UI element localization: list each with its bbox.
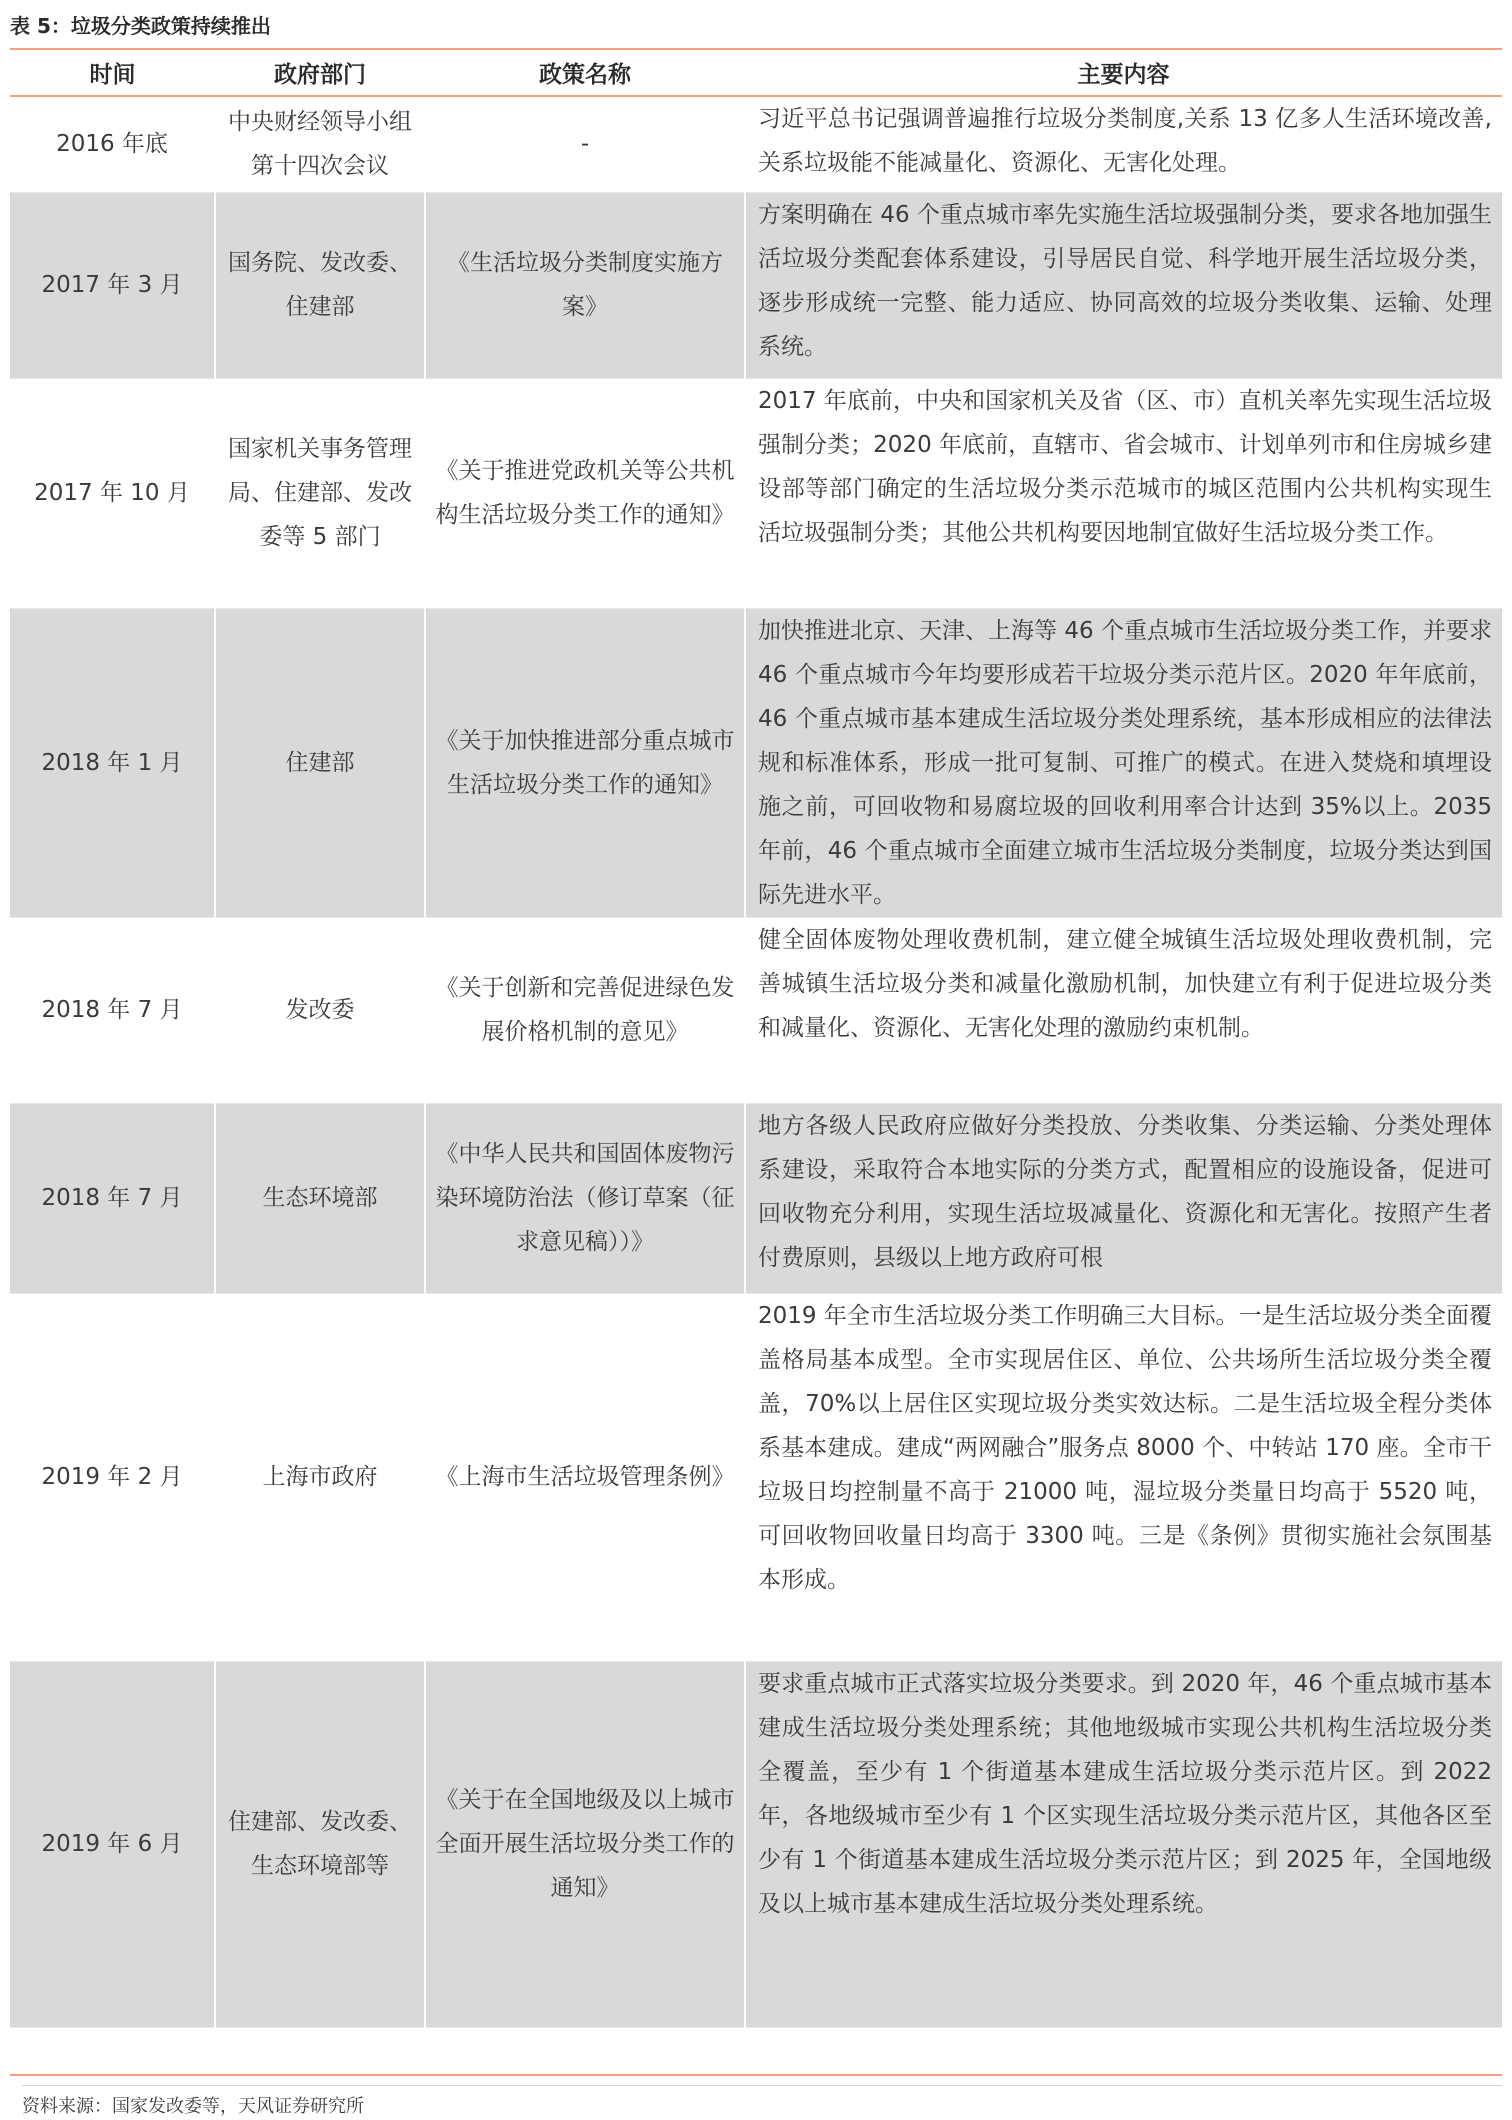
cell-content-text: 地方各级人民政府应做好分类投放、分类收集、分类运输、分类处理体系建设，采取符合本地实际的分类方式，配置相应的设施设备，促进可回收物充分利用，实现生活垃圾减量化、资源化和无害化。按照产生者付费原则，县级以上地方政府可根 <box>758 1112 1492 1271</box>
cell-dept: 国家机关事务管理局、住建部、发改委等 5 部门 <box>215 378 425 608</box>
table-row <box>10 1661 1502 2027</box>
header-content: 主要内容 <box>745 50 1502 96</box>
cell-policy: 《关于创新和完善促进绿色发展价格机制的意见》 <box>425 917 745 1103</box>
source-note: 资料来源：国家发改委等，天风证券研究所 <box>22 2085 1502 2118</box>
cell-time: 2018 年 7 月 <box>10 1103 215 1293</box>
header-policy: 政策名称 <box>425 50 745 96</box>
cell-content: 要求重点城市正式落实垃圾分类要求。到 2020 年，46 个重点城市基本建成生活垃圾分类处理系统；其他地级城市实现公共机构生活垃圾分类全覆盖，至少有 1 个街道基本建成生活垃圾分类示范片区。到 2022 年，各地级城市至少有 1 个区实现生活垃圾分类示范片区，其他各区至少有 1 个街道基本建成生活垃圾分类示范片区；到 2025 年，全国地级及以上城市基本建成生活垃圾分类处理系统。 <box>745 1661 1502 2027</box>
cell-dept: 住建部 <box>215 608 425 917</box>
cell-policy-text: 《中华人民共和国固体废物污染环境防治法（修订草案（征求意见稿））》 <box>435 1141 735 1255</box>
table-row <box>10 1293 1502 1661</box>
cell-policy: 《关于推进党政机关等公共机构生活垃圾分类工作的通知》 <box>425 378 745 608</box>
table-row <box>10 608 1502 917</box>
cell-time: 2019 年 2 月 <box>10 1293 215 1661</box>
policy-table-container <box>10 48 1502 2028</box>
cell-dept: 中央财经领导小组第十四次会议 <box>215 96 425 192</box>
cell-dept: 上海市政府 <box>215 1293 425 1661</box>
cell-time: 2017 年 10 月 <box>10 378 215 608</box>
table-row <box>10 378 1502 608</box>
cell-time: 2018 年 7 月 <box>10 917 215 1103</box>
header-dept: 政府部门 <box>215 50 425 96</box>
footer-divider <box>10 2074 1502 2076</box>
cell-dept <box>215 1103 425 1293</box>
cell-policy: 《关于在全国地级及以上城市全面开展生活垃圾分类工作的通知》 <box>425 1661 745 2027</box>
cell-content: 习近平总书记强调普遍推行垃圾分类制度,关系 13 亿多人生活环境改善,关系垃圾能不能减量化、资源化、无害化处理。 <box>745 96 1502 192</box>
cell-dept: 发改委 <box>215 917 425 1103</box>
cell-policy <box>425 1103 745 1293</box>
cell-time: 2018 年 1 月 <box>10 608 215 917</box>
cell-dept: 国务院、发改委、住建部 <box>215 192 425 378</box>
cell-content: 方案明确在 46 个重点城市率先实施生活垃圾强制分类，要求各地加强生活垃圾分类配套体系建设，引导居民自觉、科学地开展生活垃圾分类，逐步形成统一完整、能力适应、协同高效的垃圾分类收集、运输、处理系统。 <box>745 192 1502 378</box>
cell-dept-text: 生态环境部 <box>262 1185 378 1211</box>
table-row <box>10 1103 1502 1293</box>
cell-time: 2017 年 3 月 <box>10 192 215 378</box>
cell-policy: 《关于加快推进部分重点城市生活垃圾分类工作的通知》 <box>425 608 745 917</box>
cell-policy: - <box>425 96 745 192</box>
table-row <box>10 192 1502 378</box>
cell-time: 2019 年 6 月 <box>10 1661 215 2027</box>
cell-time: 2016 年底 <box>10 96 215 192</box>
table-header-row <box>10 50 1502 96</box>
cell-content: 健全固体废物处理收费机制，建立健全城镇生活垃圾处理收费机制，完善城镇生活垃圾分类和减量化激励机制，加快建立有利于促进垃圾分类和减量化、资源化、无害化处理的激励约束机制。 <box>745 917 1502 1103</box>
table-title: 表 5：垃圾分类政策持续推出 <box>10 14 271 38</box>
table-row <box>10 917 1502 1103</box>
cell-content <box>745 1103 1502 1293</box>
cell-content: 2017 年底前，中央和国家机关及省（区、市）直机关率先实现生活垃圾强制分类；2020 年底前，直辖市、省会城市、计划单列市和住房城乡建设部等部门确定的生活垃圾分类示范城市的城区范围内公共机构实现生活垃圾强制分类；其他公共机构要因地制宜做好生活垃圾分类工作。 <box>745 378 1502 608</box>
table-row <box>10 96 1502 192</box>
policy-table <box>10 50 1502 2028</box>
header-time: 时间 <box>10 50 215 96</box>
cell-dept: 住建部、发改委、生态环境部等 <box>215 1661 425 2027</box>
cell-content: 加快推进北京、天津、上海等 46 个重点城市生活垃圾分类工作，并要求 46 个重点城市今年均要形成若干垃圾分类示范片区。2020 年年底前，46 个重点城市基本建成生活垃圾分类处理系统，基本形成相应的法律法规和标准体系，形成一批可复制、可推广的模式。在进入焚烧和填埋设施之前，可回收物和易腐垃圾的回收利用率合计达到 35%以上。2035 年前，46 个重点城市全面建立城市生活垃圾分类制度，垃圾分类达到国际先进水平。 <box>745 608 1502 917</box>
cell-content: 2019 年全市生活垃圾分类工作明确三大目标。一是生活垃圾分类全面覆盖格局基本成型。全市实现居住区、单位、公共场所生活垃圾分类全覆盖，70%以上居住区实现垃圾分类实效达标。二是生活垃圾全程分类体系基本建成。建成“两网融合”服务点 8000 个、中转站 170 座。全市干垃圾日均控制量不高于 21000 吨，湿垃圾分类量日均高于 5520 吨，可回收物回收量日均高于 3300 吨。三是《条例》贯彻实施社会氛围基本形成。 <box>745 1293 1502 1661</box>
cell-policy: 《上海市生活垃圾管理条例》 <box>425 1293 745 1661</box>
cell-policy: 《生活垃圾分类制度实施方案》 <box>425 192 745 378</box>
